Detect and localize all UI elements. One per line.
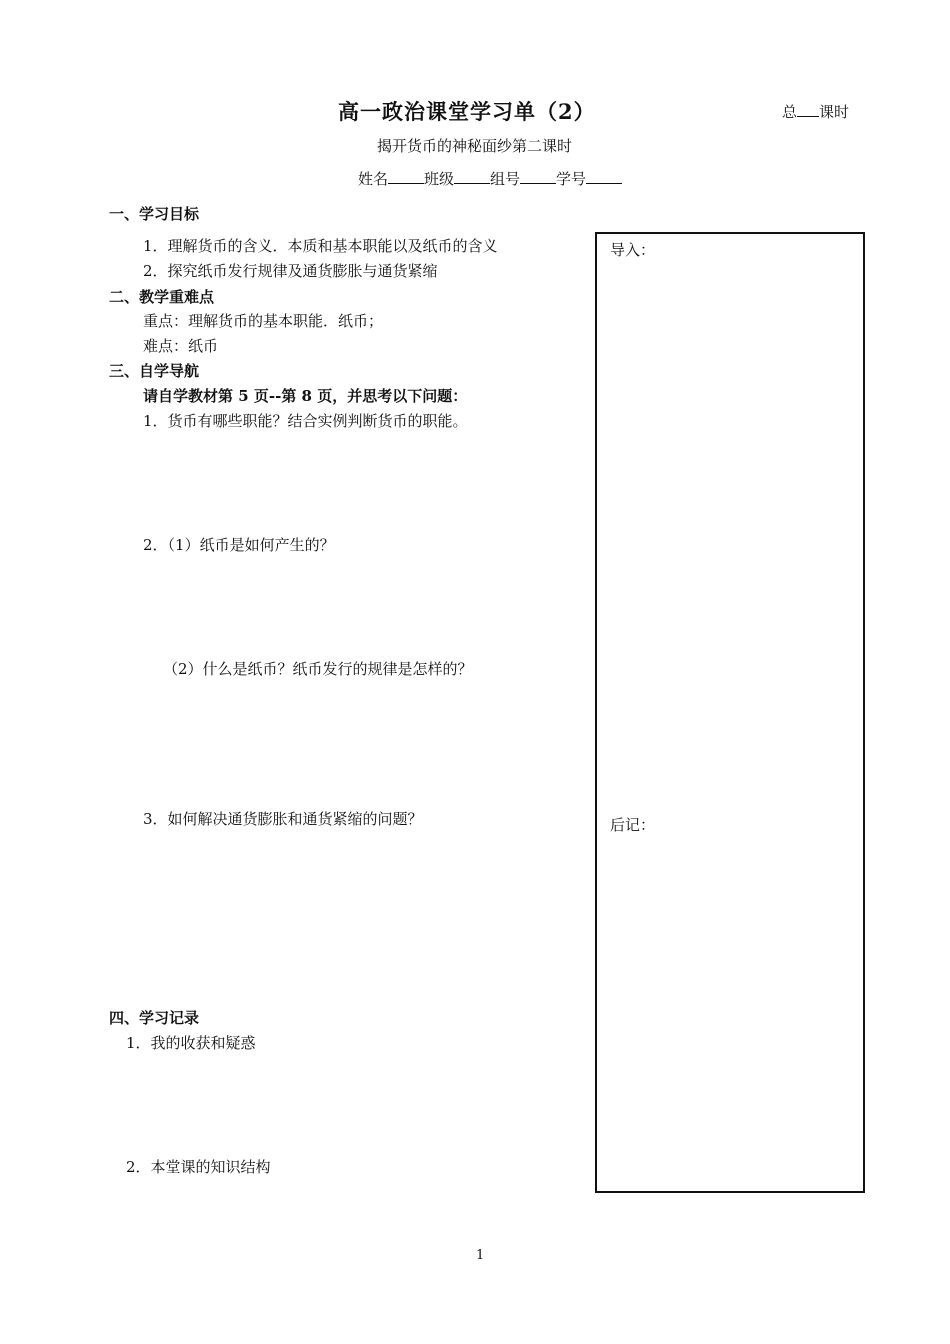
class-label: 班级 xyxy=(424,170,455,188)
goal-item-2: 2．探究纸币发行规律及通货膨胀与通货紧缩 xyxy=(143,262,438,280)
period-count xyxy=(782,101,849,122)
section-heading-goals: 一、学习目标 xyxy=(109,205,200,223)
name-label: 姓名 xyxy=(358,170,389,188)
key-point: 重点：理解货币的基本职能．纸币； xyxy=(143,312,384,330)
afterword-label: 后记： xyxy=(610,816,656,834)
page-number: 1 xyxy=(476,1248,485,1263)
notes-side-box[interactable] xyxy=(595,232,865,1193)
difficult-point: 难点：纸币 xyxy=(143,337,219,355)
period-suffix: 课时 xyxy=(819,103,850,121)
name-blank[interactable] xyxy=(388,169,424,184)
self-study-instruction: 请自学教材第 5 页--第 8 页，并思考以下问题： xyxy=(143,387,468,405)
question-1: 1．货币有哪些职能？结合实例判断货币的职能。 xyxy=(143,412,468,430)
goal-item-1: 1．理解货币的含义．本质和基本职能以及纸币的含义 xyxy=(143,237,498,255)
page-subtitle: 揭开货币的神秘面纱第二课时 xyxy=(377,137,573,155)
section-heading-study-record: 四、学习记录 xyxy=(109,1009,200,1027)
record-item-1: 1．我的收获和疑惑 xyxy=(126,1034,256,1052)
question-2a: 2．（1）纸币是如何产生的？ xyxy=(143,536,335,554)
intro-label: 导入： xyxy=(610,241,656,259)
record-item-2: 2．本堂课的知识结构 xyxy=(126,1158,271,1176)
question-2b: （2）什么是纸币？纸币发行的规律是怎样的？ xyxy=(163,660,473,678)
section-heading-key-points: 二、教学重难点 xyxy=(109,288,215,306)
student-number-label: 学号 xyxy=(556,170,587,188)
question-3: 3．如何解决通货膨胀和通货紧缩的问题？ xyxy=(143,810,423,828)
class-blank[interactable] xyxy=(454,169,490,184)
period-blank[interactable] xyxy=(797,102,819,117)
student-number-blank[interactable] xyxy=(586,169,622,184)
period-prefix: 总 xyxy=(782,103,798,121)
page-title: 高一政治课堂学习单（2） xyxy=(338,99,596,124)
group-blank[interactable] xyxy=(520,169,556,184)
student-info-line xyxy=(358,168,622,189)
group-label: 组号 xyxy=(490,170,521,188)
section-heading-self-study: 三、自学导航 xyxy=(109,362,200,380)
